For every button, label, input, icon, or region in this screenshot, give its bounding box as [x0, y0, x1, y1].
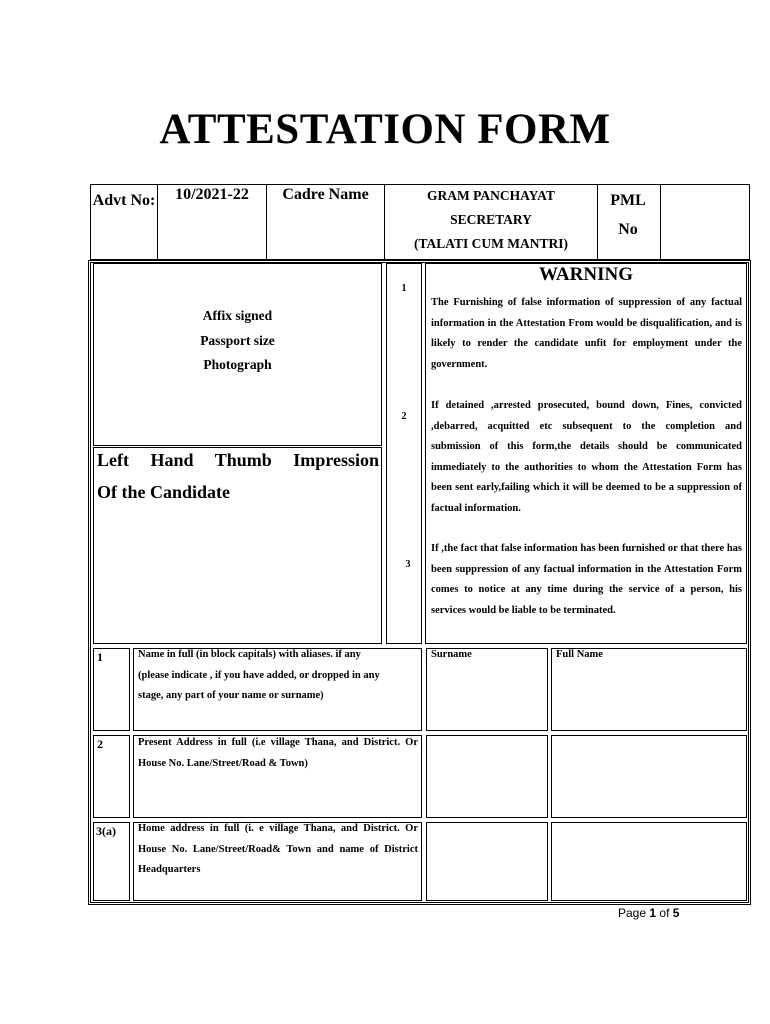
- home-address-cell-2[interactable]: [551, 822, 747, 901]
- warning-text-3: If ,the fact that false information has been furnished or that there has been suppression of any factual information in the Attestation Form comes to notice at any time during the service of a person, his services would be liable to be terminated.: [431, 543, 742, 616]
- table-row-label: Name in full (in block capitals) with aliases. if any (please indicate , if you have added, or dropped in any stage, any part of your name or surname): [138, 649, 380, 701]
- surname-label: Surname: [431, 649, 472, 660]
- present-address-cell-1[interactable]: [426, 735, 548, 818]
- warning-heading: WARNING: [539, 264, 633, 285]
- warning-num-2: 2: [401, 411, 407, 422]
- thumb-line-1: Left Hand Thumb Impression: [97, 450, 379, 470]
- page-current: 1: [649, 906, 657, 920]
- table-row-num: 3(a): [96, 824, 116, 838]
- table-row-num: 1: [97, 650, 103, 664]
- page-title: ATTESTATION FORM: [159, 106, 611, 153]
- cadre-line-3: (TALATI CUM MANTRI): [414, 236, 568, 251]
- warning-text-2: If detained ,arrested prosecuted, bound down, Fines, convicted ,debarred, acquitted etc subsequent to the completion and submission of this form,the details should be communicated immediately to the authorities to whom the Attestation Form has been sent early,failing which it will be deemed to be a suppression of factual information.: [431, 400, 742, 514]
- photo-line-3: Photograph: [203, 357, 272, 372]
- warning-number-column: [386, 263, 422, 644]
- warning-num-3: 3: [405, 559, 411, 570]
- page-word: Page: [618, 906, 647, 920]
- thumb-line-2: Of the Candidate: [97, 482, 231, 502]
- home-address-cell-1[interactable]: [426, 822, 548, 901]
- cadre-line-1: GRAM PANCHAYAT: [427, 188, 555, 203]
- pml-value-cell[interactable]: [661, 186, 749, 258]
- photo-line-2: Passport size: [200, 332, 275, 348]
- thumb-impression-box[interactable]: [93, 447, 382, 644]
- of-word: of: [659, 906, 670, 920]
- cadre-value: [385, 184, 597, 256]
- photo-instructions: [93, 304, 382, 378]
- full-name-label: Full Name: [556, 649, 603, 660]
- pml-label: PML No: [610, 192, 646, 238]
- table-row-label: Home address in full (i. e village Thana, and District. Or House No. Lane/Street/Road& Town and name of District Headquarters: [138, 823, 418, 875]
- warning-text-1: The Furnishing of false information of suppression of any factual information in the Attestation From would be disqualification, and is likely to render the candidate unfit for employment under the government.: [431, 297, 742, 370]
- page-total: 5: [672, 906, 680, 920]
- present-address-cell-2[interactable]: [551, 735, 747, 818]
- advt-value: 10/2021-22: [175, 186, 249, 203]
- advt-label: Advt No:: [92, 192, 156, 209]
- warning-num-1: 1: [401, 283, 407, 294]
- cadre-label: Cadre Name: [282, 186, 369, 203]
- page-number: [618, 906, 679, 920]
- cadre-line-2: SECRETARY: [450, 212, 532, 227]
- table-row-label: Present Address in full (i.e village Thana, and District. Or House No. Lane/Street/Road & Town): [138, 737, 418, 769]
- table-row-num: 2: [97, 737, 103, 751]
- photo-line-1: Affix signed: [202, 308, 273, 323]
